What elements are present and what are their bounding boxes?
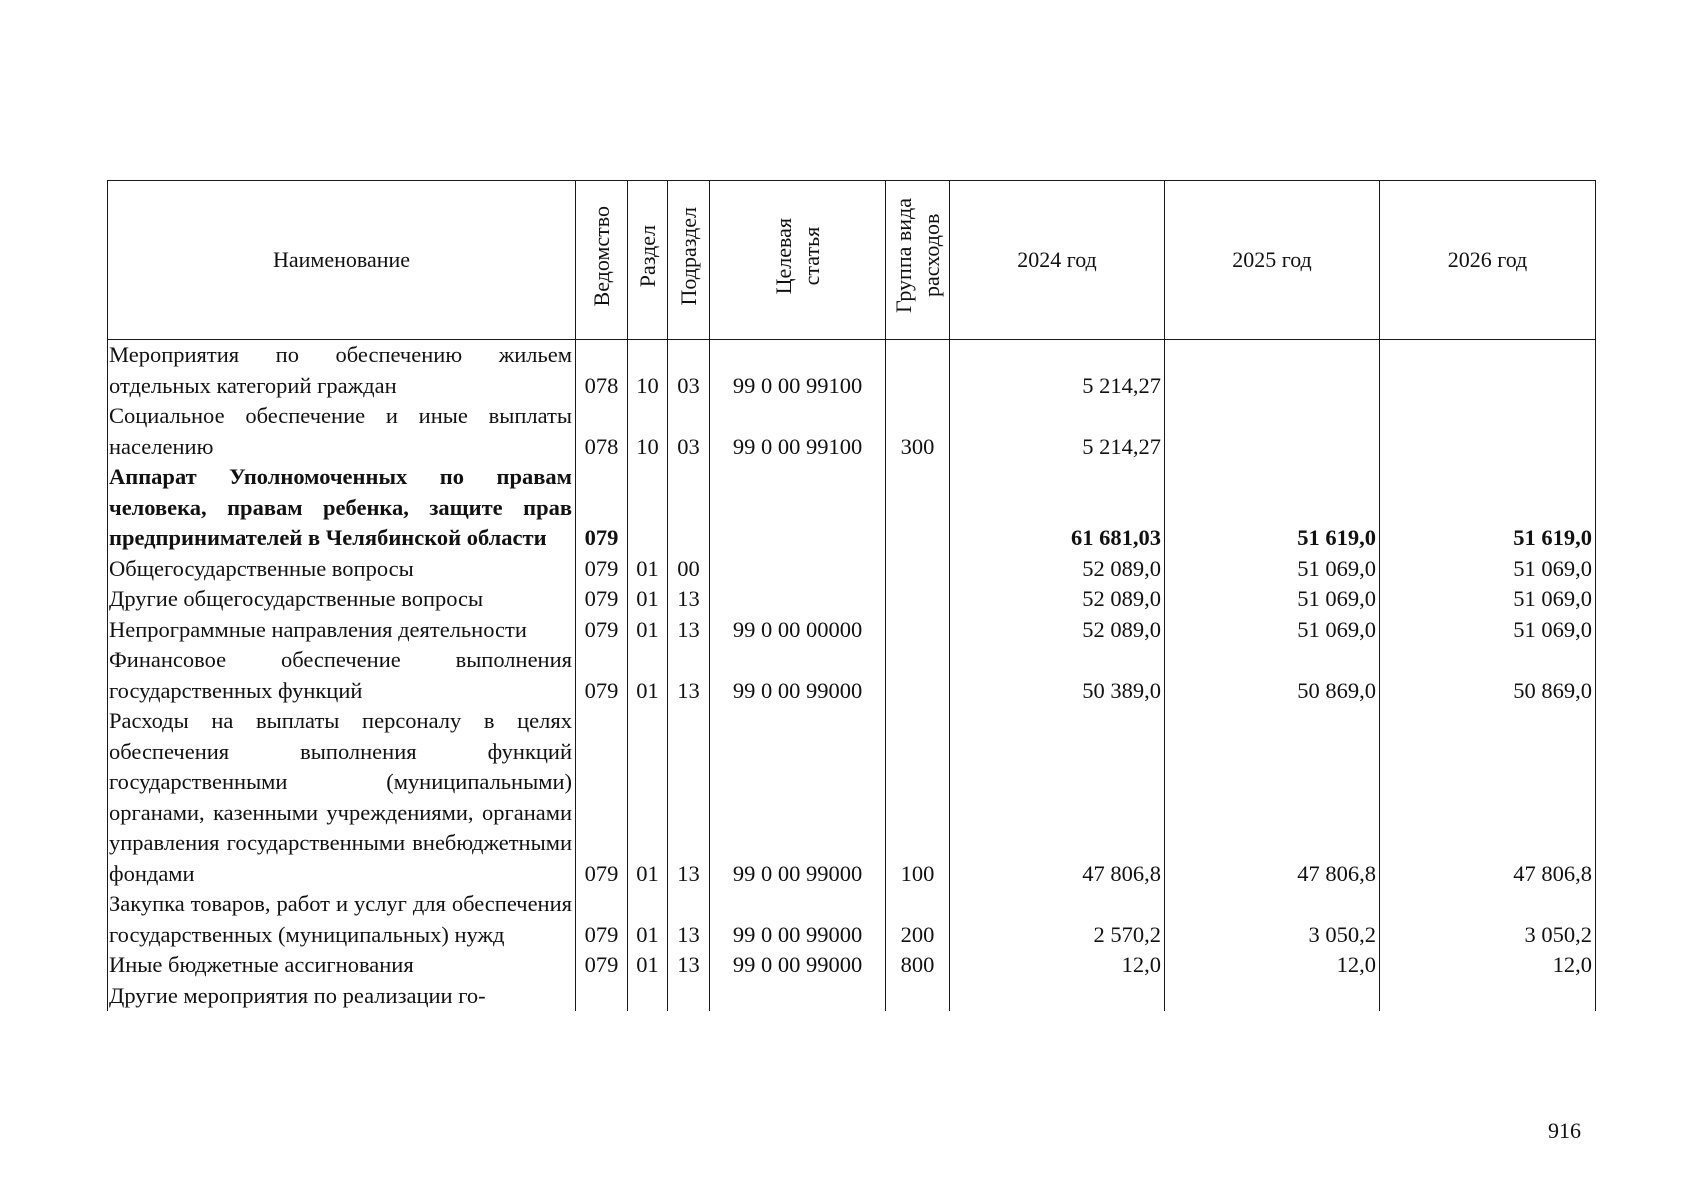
value-2024-cell: 50 389,0 [950, 645, 1165, 706]
table-row [108, 706, 1596, 889]
razdel-cell: 01 [628, 554, 668, 585]
vedomstvo-cell: 079 [576, 889, 628, 950]
table-row [108, 981, 1596, 1012]
value-2026-cell: 51 619,0 [1380, 462, 1596, 554]
podrazdel-cell: 13 [668, 950, 710, 981]
row-name: Иные бюджетные ассигнования [108, 950, 576, 981]
value-2026-cell: 51 069,0 [1380, 584, 1596, 615]
row-name: Финансовое обеспечение выполнения государственных функций [108, 645, 576, 706]
vid-rashodov-cell: 300 [886, 401, 950, 462]
row-name: Социальное обеспечение и иные выплаты населению [108, 401, 576, 462]
razdel-cell: 01 [628, 584, 668, 615]
podrazdel-cell: 13 [668, 615, 710, 646]
vedomstvo-cell: 079 [576, 462, 628, 554]
value-2026-cell: 12,0 [1380, 950, 1596, 981]
podrazdel-cell: 03 [668, 340, 710, 402]
podrazdel-cell [668, 462, 710, 554]
value-2026-cell: 51 069,0 [1380, 554, 1596, 585]
razdel-cell: 01 [628, 615, 668, 646]
table-row [108, 554, 1596, 585]
table-header-row [108, 181, 1596, 340]
podrazdel-cell [668, 981, 710, 1012]
value-2024-cell: 52 089,0 [950, 615, 1165, 646]
tselevaya-statya-cell: 99 0 00 00000 [710, 615, 886, 646]
vedomstvo-cell [576, 981, 628, 1012]
vid-rashodov-cell: 100 [886, 706, 950, 889]
header-vedomstvo: Ведомство [576, 181, 628, 340]
header-name: Наименование [108, 181, 576, 340]
value-2025-cell [1165, 340, 1380, 402]
tselevaya-statya-cell: 99 0 00 99000 [710, 706, 886, 889]
value-2026-cell [1380, 401, 1596, 462]
table-row [108, 645, 1596, 706]
value-2025-cell: 51 069,0 [1165, 554, 1380, 585]
row-name: Закупка товаров, работ и услуг для обеспечения государственных (муниципальных) нужд [108, 889, 576, 950]
value-2024-cell: 5 214,27 [950, 340, 1165, 402]
row-name: Расходы на выплаты персоналу в целях обеспечения выполнения функций государственными (муниципальными) органами, казенными учреждениями, органами управления государственными внебюджетными фондами [108, 706, 576, 889]
header-razdel: Раздел [628, 181, 668, 340]
vid-rashodov-cell [886, 981, 950, 1012]
value-2026-cell: 51 069,0 [1380, 615, 1596, 646]
value-2024-cell: 61 681,03 [950, 462, 1165, 554]
vedomstvo-cell: 079 [576, 950, 628, 981]
value-2025-cell [1165, 401, 1380, 462]
tselevaya-statya-cell: 99 0 00 99100 [710, 340, 886, 402]
value-2025-cell: 50 869,0 [1165, 645, 1380, 706]
podrazdel-cell: 00 [668, 554, 710, 585]
value-2025-cell: 51 069,0 [1165, 584, 1380, 615]
tselevaya-statya-cell: 99 0 00 99000 [710, 645, 886, 706]
header-2024: 2024 год [950, 181, 1165, 340]
header-2025: 2025 год [1165, 181, 1380, 340]
razdel-cell: 01 [628, 706, 668, 889]
podrazdel-cell: 13 [668, 889, 710, 950]
vid-rashodov-cell [886, 554, 950, 585]
podrazdel-cell: 13 [668, 706, 710, 889]
header-2026: 2026 год [1380, 181, 1596, 340]
value-2025-cell: 51 069,0 [1165, 615, 1380, 646]
value-2026-cell [1380, 981, 1596, 1012]
header-gruppa-vida-rashodov: Группа вида расходов [886, 181, 950, 340]
value-2025-cell: 12,0 [1165, 950, 1380, 981]
vid-rashodov-cell [886, 584, 950, 615]
razdel-cell: 01 [628, 950, 668, 981]
value-2024-cell: 47 806,8 [950, 706, 1165, 889]
vid-rashodov-cell [886, 615, 950, 646]
value-2026-cell: 3 050,2 [1380, 889, 1596, 950]
table-row [108, 584, 1596, 615]
value-2024-cell: 52 089,0 [950, 584, 1165, 615]
table-row [108, 889, 1596, 950]
tselevaya-statya-cell: 99 0 00 99000 [710, 950, 886, 981]
budget-table [107, 180, 1596, 1011]
razdel-cell: 10 [628, 401, 668, 462]
podrazdel-cell: 03 [668, 401, 710, 462]
value-2025-cell: 51 619,0 [1165, 462, 1380, 554]
value-2024-cell: 52 089,0 [950, 554, 1165, 585]
table-row [108, 340, 1596, 402]
razdel-cell: 10 [628, 340, 668, 402]
razdel-cell [628, 981, 668, 1012]
vid-rashodov-cell [886, 645, 950, 706]
vedomstvo-cell: 079 [576, 554, 628, 585]
table-row [108, 462, 1596, 554]
table-row [108, 950, 1596, 981]
value-2024-cell: 12,0 [950, 950, 1165, 981]
tselevaya-statya-cell [710, 462, 886, 554]
row-name: Другие мероприятия по реализации го- [108, 981, 576, 1012]
razdel-cell: 01 [628, 889, 668, 950]
tselevaya-statya-cell: 99 0 00 99000 [710, 889, 886, 950]
podrazdel-cell: 13 [668, 584, 710, 615]
value-2024-cell: 2 570,2 [950, 889, 1165, 950]
value-2026-cell: 50 869,0 [1380, 645, 1596, 706]
value-2025-cell: 47 806,8 [1165, 706, 1380, 889]
value-2024-cell [950, 981, 1165, 1012]
value-2026-cell: 47 806,8 [1380, 706, 1596, 889]
vid-rashodov-cell [886, 340, 950, 402]
vedomstvo-cell: 079 [576, 584, 628, 615]
vid-rashodov-cell: 200 [886, 889, 950, 950]
row-name: Непрограммные направления деятельности [108, 615, 576, 646]
tselevaya-statya-cell [710, 554, 886, 585]
vid-rashodov-cell: 800 [886, 950, 950, 981]
table-row [108, 615, 1596, 646]
tselevaya-statya-cell [710, 981, 886, 1012]
value-2025-cell: 3 050,2 [1165, 889, 1380, 950]
table-body [108, 340, 1596, 1012]
razdel-cell [628, 462, 668, 554]
value-2024-cell: 5 214,27 [950, 401, 1165, 462]
row-name: Другие общегосударственные вопросы [108, 584, 576, 615]
value-2026-cell [1380, 340, 1596, 402]
razdel-cell: 01 [628, 645, 668, 706]
vedomstvo-cell: 079 [576, 615, 628, 646]
row-name: Аппарат Уполномоченных по правам человека, правам ребенка, защите прав предпринимателей в Челябинской области [108, 462, 576, 554]
header-tselevaya-statya: Целевая статья [710, 181, 886, 340]
page-number: 916 [1548, 1118, 1581, 1143]
vedomstvo-cell: 079 [576, 645, 628, 706]
vid-rashodov-cell [886, 462, 950, 554]
vedomstvo-cell: 078 [576, 340, 628, 402]
row-name: Мероприятия по обеспечению жильем отдельных категорий граждан [108, 340, 576, 402]
table-row [108, 401, 1596, 462]
tselevaya-statya-cell: 99 0 00 99100 [710, 401, 886, 462]
value-2025-cell [1165, 981, 1380, 1012]
row-name: Общегосударственные вопросы [108, 554, 576, 585]
vedomstvo-cell: 078 [576, 401, 628, 462]
header-podrazdel: Подраздел [668, 181, 710, 340]
tselevaya-statya-cell [710, 584, 886, 615]
vedomstvo-cell: 079 [576, 706, 628, 889]
podrazdel-cell: 13 [668, 645, 710, 706]
